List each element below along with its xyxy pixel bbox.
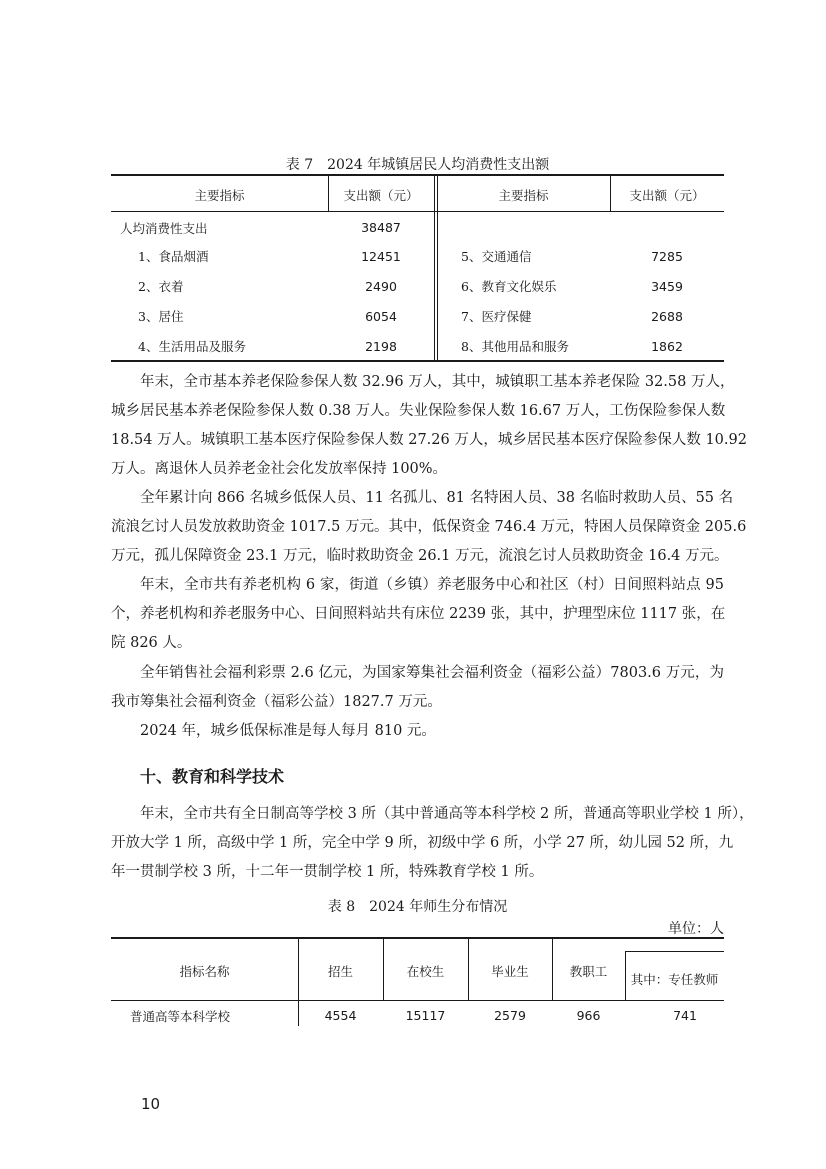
table8-top-rule: [111, 937, 724, 939]
table7-left-row-label: 4、生活用品及服务: [138, 339, 246, 354]
table7-right-row-label: 6、教育文化娱乐: [461, 279, 557, 294]
text-line: 院 826 人。: [111, 635, 192, 651]
table8-header-graduates: 毕业生: [491, 964, 529, 979]
table7-header-amount-left: 支出额（元）: [343, 188, 419, 203]
table7-total-value: 38487: [361, 220, 401, 235]
table8-row-value: 2579: [494, 1008, 526, 1023]
text-line: 年末，全市共有养老机构 6 家，街道（乡镇）养老服务中心和社区（村）日间照料站点 95: [140, 577, 724, 593]
paragraph-welfare-lottery: [111, 659, 724, 717]
table8-unit: 单位：人: [668, 921, 724, 937]
page-number: 10: [141, 1095, 161, 1113]
table7-right-row-value: 3459: [651, 279, 683, 294]
table8-subheader-rule: [625, 951, 724, 952]
table7-left-row-value: 6054: [365, 309, 397, 324]
paragraph-education: [111, 800, 754, 887]
table8-caption: 表 8 2024 年师生分布情况: [327, 899, 508, 915]
text-line: 万元，孤儿保障资金 23.1 万元，临时救助资金 26.1 万元，流浪乞讨人员救助资金 16.4 万元。: [111, 548, 729, 564]
text-line: 个，养老机构和养老服务中心、日间照料站共有床位 2239 张，其中，护理型床位 1117 张，在: [111, 606, 726, 622]
paragraph-pension-insurance: [111, 368, 747, 484]
text-line: 年末，全市基本养老保险参保人数 32.96 万人，其中，城镇职工基本养老保险 32.58 万人，: [140, 374, 735, 390]
table8-row-value: 15117: [405, 1008, 446, 1023]
table7-left-row-label: 1、食品烟酒: [138, 249, 209, 264]
table7-header-indicator-right: 主要指标: [498, 188, 549, 203]
table7-header-amount-right: 支出额（元）: [629, 188, 705, 203]
table8-row-value: 741: [673, 1008, 697, 1023]
table8-header-enrollment: 招生: [327, 964, 353, 979]
table7-header-rule: [111, 211, 724, 212]
table7-left-row-value: 2198: [365, 339, 397, 354]
text-line: 18.54 万人。城镇职工基本医疗保险参保人数 27.26 万人，城乡居民基本医疗保险参保人数 10.92: [111, 432, 747, 448]
table8-header-students: 在校生: [406, 964, 445, 979]
text-line: 万人。离退休人员养老金社会化发放率保持 100%。: [111, 461, 448, 477]
table8-header-teachers: 其中：专任教师: [630, 972, 719, 987]
text-line: 年一贯制学校 3 所，十二年一贯制学校 1 所，特殊教育学校 1 所。: [111, 864, 544, 880]
table7-right-row-label: 8、其他用品和服务: [461, 339, 569, 354]
table8-header-rule: [111, 1000, 724, 1001]
text-line: 流浪乞讨人员发放救助资金 1017.5 万元。其中，低保资金 746.4 万元，特困人员保障资金 205.6: [111, 519, 747, 535]
table8-header-staff: 教职工: [569, 964, 608, 979]
table8-row-value: 966: [576, 1008, 601, 1023]
table7-col-divider-2a: [434, 176, 435, 360]
table8-row-name: 普通高等本科学校: [130, 1009, 231, 1024]
table7-right-row-label: 7、医疗保健: [461, 309, 532, 324]
table7-left-row-value: 2490: [365, 279, 397, 294]
text-line: 2024 年，城乡低保标准是每人每月 810 元。: [140, 723, 436, 739]
table7-top-rule: [111, 174, 724, 176]
text-line: 开放大学 1 所，高级中学 1 所，完全中学 9 所，初级中学 6 所，小学 27 所，幼儿园 52 所，九: [111, 835, 734, 851]
paragraph-relief-funds: [111, 484, 747, 571]
table7-right-row-value: 7285: [651, 249, 683, 264]
paragraph-elderly-care: [111, 571, 724, 658]
section-heading: 十、教育和科学技术: [140, 767, 285, 786]
table7-right-row-label: 5、交通通信: [461, 249, 532, 264]
table7-total-label: 人均消费性支出: [120, 221, 208, 236]
table7-left-row-label: 3、居住: [138, 309, 184, 324]
table7-header-indicator-left: 主要指标: [194, 188, 245, 203]
text-line: 城乡居民基本养老保险参保人数 0.38 万人。失业保险参保人数 16.67 万人，工伤保险参保人数: [111, 403, 726, 419]
text-line: 我市筹集社会福利资金（福彩公益）1827.7 万元。: [111, 694, 442, 710]
text-line: 全年累计向 866 名城乡低保人员、11 名孤儿、81 名特困人员、38 名临时救助人员、55 名: [140, 490, 734, 506]
table7-bottom-rule: [111, 360, 724, 362]
text-line: 全年销售社会福利彩票 2.6 亿元，为国家筹集社会福利资金（福彩公益）7803.6 万元，为: [140, 665, 724, 681]
table7-left-row-value: 12451: [361, 249, 401, 264]
table8-header-name: 指标名称: [179, 964, 230, 979]
paragraph-subsistence-standard: [111, 717, 724, 746]
text-line: 年末，全市共有全日制高等学校 3 所（其中普通高等本科学校 2 所，普通高等职业学校 1 所），: [140, 806, 754, 822]
table7-right-row-value: 2688: [651, 309, 683, 324]
table7-right-row-value: 1862: [651, 339, 683, 354]
table7-left-row-label: 2、衣着: [138, 279, 184, 294]
table8-row-value: 4554: [324, 1008, 357, 1023]
table7-caption: 表 7 2024 年城镇居民人均消费性支出额: [285, 157, 550, 173]
